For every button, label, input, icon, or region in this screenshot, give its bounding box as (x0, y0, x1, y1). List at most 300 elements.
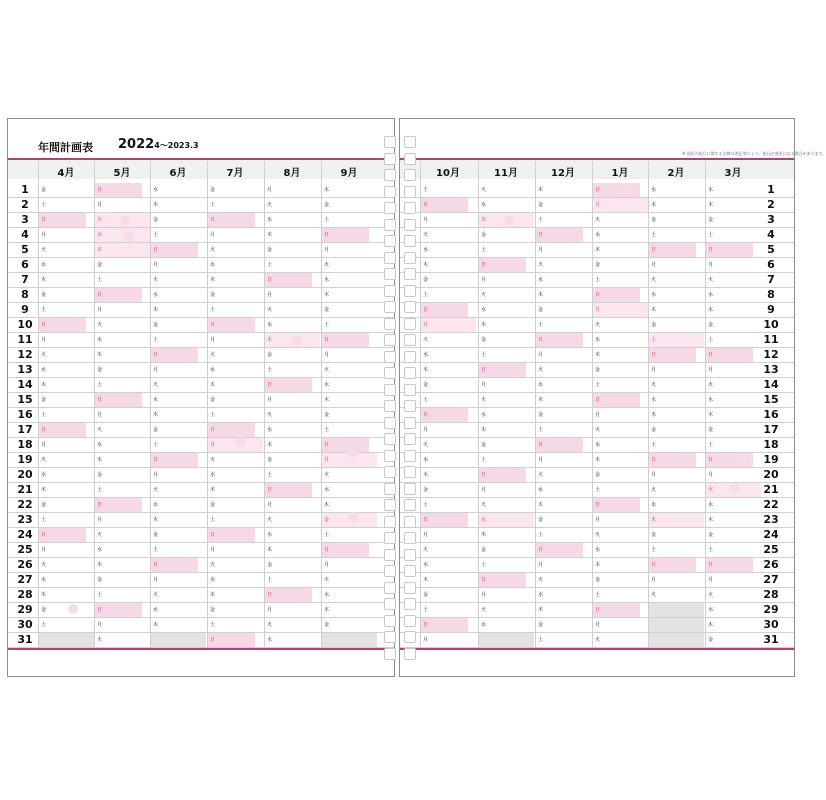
day-cell[interactable] (705, 243, 753, 257)
day-cell[interactable] (150, 273, 206, 287)
day-cell[interactable] (705, 588, 761, 602)
day-cell[interactable] (420, 408, 468, 422)
day-cell[interactable] (535, 213, 591, 227)
day-cell[interactable] (150, 438, 206, 452)
day-cell[interactable] (535, 438, 583, 452)
day-cell[interactable] (592, 213, 648, 227)
day-cell[interactable] (478, 618, 534, 632)
day-cell[interactable] (94, 588, 150, 602)
day-cell[interactable] (94, 438, 150, 452)
day-cell[interactable] (592, 228, 648, 242)
day-cell[interactable] (420, 588, 476, 602)
day-cell[interactable] (264, 483, 312, 497)
day-cell[interactable] (94, 483, 150, 497)
day-cell[interactable] (207, 483, 263, 497)
day-cell[interactable] (207, 543, 263, 557)
day-cell[interactable] (150, 258, 206, 272)
day-cell[interactable] (207, 303, 263, 317)
day-cell[interactable] (321, 288, 377, 302)
day-cell[interactable] (150, 198, 206, 212)
day-cell[interactable] (264, 423, 320, 437)
day-cell[interactable] (420, 393, 476, 407)
day-cell[interactable] (264, 603, 320, 617)
day-cell[interactable] (38, 573, 94, 587)
day-cell[interactable] (420, 453, 476, 467)
day-cell[interactable] (150, 228, 206, 242)
day-cell[interactable] (94, 183, 142, 197)
day-cell[interactable] (207, 558, 263, 572)
day-cell[interactable] (648, 243, 696, 257)
day-cell[interactable] (38, 243, 94, 257)
day-cell[interactable] (592, 573, 648, 587)
day-cell[interactable] (420, 288, 476, 302)
day-cell[interactable] (38, 588, 94, 602)
day-cell[interactable] (705, 498, 761, 512)
day-cell[interactable] (321, 378, 377, 392)
day-cell[interactable] (705, 213, 761, 227)
day-cell[interactable] (592, 618, 648, 632)
day-cell[interactable] (38, 528, 86, 542)
day-cell[interactable] (648, 318, 704, 332)
day-cell[interactable] (535, 513, 591, 527)
day-cell[interactable] (207, 318, 255, 332)
day-cell[interactable] (38, 198, 94, 212)
day-cell[interactable] (321, 333, 369, 347)
day-cell[interactable] (150, 183, 206, 197)
day-cell[interactable] (38, 618, 94, 632)
day-cell[interactable] (705, 318, 761, 332)
day-cell[interactable] (94, 243, 150, 257)
day-cell[interactable] (38, 558, 94, 572)
day-cell[interactable] (264, 378, 312, 392)
day-cell[interactable] (207, 393, 263, 407)
day-cell[interactable] (648, 378, 704, 392)
day-cell[interactable] (648, 573, 704, 587)
day-cell[interactable] (420, 558, 476, 572)
day-cell[interactable] (94, 468, 150, 482)
day-cell[interactable] (150, 423, 206, 437)
day-cell[interactable] (535, 363, 591, 377)
day-cell[interactable] (420, 378, 476, 392)
day-cell[interactable] (592, 318, 648, 332)
day-cell[interactable] (94, 198, 150, 212)
day-cell[interactable] (321, 438, 369, 452)
day-cell[interactable] (264, 213, 320, 227)
day-cell[interactable] (38, 303, 94, 317)
day-cell[interactable] (38, 603, 94, 617)
day-cell[interactable] (478, 588, 534, 602)
day-cell[interactable] (705, 423, 761, 437)
day-cell[interactable] (207, 288, 263, 302)
day-cell[interactable] (264, 318, 320, 332)
day-cell[interactable] (321, 423, 377, 437)
day-cell[interactable] (94, 573, 150, 587)
day-cell[interactable] (705, 558, 753, 572)
day-cell[interactable] (321, 348, 377, 362)
day-cell[interactable] (592, 393, 640, 407)
day-cell[interactable] (264, 408, 320, 422)
day-cell[interactable] (478, 423, 534, 437)
day-cell[interactable] (38, 543, 94, 557)
day-cell[interactable] (648, 468, 704, 482)
day-cell[interactable] (648, 558, 696, 572)
day-cell[interactable] (207, 468, 263, 482)
day-cell[interactable] (535, 498, 591, 512)
day-cell[interactable] (207, 198, 263, 212)
day-cell[interactable] (592, 483, 648, 497)
day-cell[interactable] (648, 543, 704, 557)
day-cell[interactable] (478, 453, 534, 467)
day-cell[interactable] (535, 483, 591, 497)
day-cell[interactable] (592, 528, 648, 542)
day-cell[interactable] (592, 468, 648, 482)
day-cell[interactable] (420, 183, 476, 197)
day-cell[interactable] (94, 453, 150, 467)
day-cell[interactable] (705, 183, 761, 197)
day-cell[interactable] (94, 603, 142, 617)
day-cell[interactable] (420, 228, 476, 242)
day-cell[interactable] (648, 213, 704, 227)
day-cell[interactable] (207, 213, 255, 227)
day-cell[interactable] (38, 183, 94, 197)
day-cell[interactable] (321, 408, 377, 422)
day-cell[interactable] (420, 483, 476, 497)
day-cell[interactable] (150, 468, 206, 482)
day-cell[interactable] (478, 573, 526, 587)
day-cell[interactable] (592, 558, 648, 572)
day-cell[interactable] (535, 303, 591, 317)
day-cell[interactable] (207, 453, 263, 467)
day-cell[interactable] (321, 588, 377, 602)
day-cell[interactable] (264, 303, 320, 317)
day-cell[interactable] (264, 438, 320, 452)
day-cell[interactable] (648, 303, 704, 317)
day-cell[interactable] (207, 423, 255, 437)
day-cell[interactable] (592, 243, 648, 257)
day-cell[interactable] (535, 393, 591, 407)
day-cell[interactable] (420, 618, 468, 632)
day-cell[interactable] (648, 228, 704, 242)
day-cell[interactable] (592, 273, 648, 287)
day-cell[interactable] (648, 528, 704, 542)
day-cell[interactable] (478, 558, 534, 572)
day-cell[interactable] (478, 438, 534, 452)
day-cell[interactable] (207, 513, 263, 527)
day-cell[interactable] (321, 468, 377, 482)
day-cell[interactable] (150, 498, 206, 512)
day-cell[interactable] (38, 408, 94, 422)
day-cell[interactable] (478, 288, 534, 302)
day-cell[interactable] (592, 258, 648, 272)
day-cell[interactable] (535, 273, 591, 287)
day-cell[interactable] (705, 633, 761, 647)
day-cell[interactable] (420, 543, 476, 557)
day-cell[interactable] (321, 213, 377, 227)
day-cell[interactable] (420, 573, 476, 587)
day-cell[interactable] (705, 603, 761, 617)
day-cell[interactable] (264, 498, 320, 512)
day-cell[interactable] (592, 183, 640, 197)
day-cell[interactable] (478, 468, 526, 482)
day-cell[interactable] (420, 528, 476, 542)
day-cell[interactable] (535, 228, 583, 242)
day-cell[interactable] (648, 198, 704, 212)
day-cell[interactable] (705, 348, 753, 362)
day-cell[interactable] (420, 603, 476, 617)
day-cell[interactable] (207, 528, 255, 542)
day-cell[interactable] (648, 288, 704, 302)
day-cell[interactable] (38, 213, 86, 227)
day-cell[interactable] (535, 348, 591, 362)
day-cell[interactable] (705, 618, 761, 632)
day-cell[interactable] (478, 348, 534, 362)
day-cell[interactable] (535, 573, 591, 587)
day-cell[interactable] (207, 258, 263, 272)
day-cell[interactable] (648, 498, 704, 512)
day-cell[interactable] (321, 303, 377, 317)
day-cell[interactable] (535, 618, 591, 632)
day-cell[interactable] (705, 333, 761, 347)
day-cell[interactable] (478, 378, 534, 392)
day-cell[interactable] (264, 198, 320, 212)
day-cell[interactable] (592, 438, 648, 452)
day-cell[interactable] (94, 363, 150, 377)
day-cell[interactable] (94, 543, 150, 557)
day-cell[interactable] (535, 468, 591, 482)
day-cell[interactable] (321, 393, 377, 407)
day-cell[interactable] (535, 198, 591, 212)
day-cell[interactable] (592, 588, 648, 602)
day-cell[interactable] (420, 423, 476, 437)
day-cell[interactable] (478, 273, 534, 287)
day-cell[interactable] (705, 363, 761, 377)
day-cell[interactable] (648, 408, 704, 422)
day-cell[interactable] (420, 633, 476, 647)
day-cell[interactable] (38, 258, 94, 272)
day-cell[interactable] (38, 333, 94, 347)
day-cell[interactable] (264, 243, 320, 257)
day-cell[interactable] (420, 348, 476, 362)
day-cell[interactable] (207, 183, 263, 197)
day-cell[interactable] (535, 318, 591, 332)
day-cell[interactable] (150, 333, 206, 347)
day-cell[interactable] (38, 273, 94, 287)
day-cell[interactable] (535, 453, 591, 467)
day-cell[interactable] (207, 633, 255, 647)
day-cell[interactable] (207, 378, 263, 392)
day-cell[interactable] (648, 483, 704, 497)
day-cell[interactable] (478, 603, 534, 617)
day-cell[interactable] (420, 243, 476, 257)
day-cell[interactable] (478, 333, 534, 347)
day-cell[interactable] (38, 498, 94, 512)
day-cell[interactable] (150, 483, 206, 497)
day-cell[interactable] (264, 573, 320, 587)
day-cell[interactable] (478, 243, 534, 257)
day-cell[interactable] (207, 618, 263, 632)
day-cell[interactable] (592, 408, 648, 422)
day-cell[interactable] (535, 603, 591, 617)
day-cell[interactable] (264, 528, 320, 542)
day-cell[interactable] (592, 378, 648, 392)
day-cell[interactable] (321, 543, 369, 557)
day-cell[interactable] (705, 393, 761, 407)
day-cell[interactable] (705, 303, 761, 317)
day-cell[interactable] (94, 558, 150, 572)
day-cell[interactable] (38, 453, 94, 467)
day-cell[interactable] (264, 633, 320, 647)
day-cell[interactable] (321, 318, 377, 332)
day-cell[interactable] (478, 513, 534, 527)
day-cell[interactable] (150, 603, 206, 617)
day-cell[interactable] (648, 393, 704, 407)
day-cell[interactable] (94, 318, 150, 332)
day-cell[interactable] (264, 468, 320, 482)
day-cell[interactable] (150, 513, 206, 527)
day-cell[interactable] (705, 258, 761, 272)
day-cell[interactable] (321, 198, 377, 212)
day-cell[interactable] (420, 258, 476, 272)
day-cell[interactable] (478, 528, 534, 542)
day-cell[interactable] (207, 348, 263, 362)
day-cell[interactable] (94, 228, 150, 242)
day-cell[interactable] (420, 333, 476, 347)
day-cell[interactable] (535, 588, 591, 602)
day-cell[interactable] (150, 618, 206, 632)
day-cell[interactable] (478, 498, 534, 512)
day-cell[interactable] (264, 228, 320, 242)
day-cell[interactable] (264, 543, 320, 557)
day-cell[interactable] (207, 588, 263, 602)
day-cell[interactable] (150, 588, 206, 602)
day-cell[interactable] (94, 393, 142, 407)
day-cell[interactable] (150, 408, 206, 422)
day-cell[interactable] (705, 543, 761, 557)
day-cell[interactable] (592, 543, 648, 557)
day-cell[interactable] (478, 183, 534, 197)
day-cell[interactable] (94, 303, 150, 317)
day-cell[interactable] (38, 513, 94, 527)
day-cell[interactable] (264, 273, 312, 287)
day-cell[interactable] (321, 228, 369, 242)
day-cell[interactable] (207, 438, 263, 452)
day-cell[interactable] (592, 198, 648, 212)
day-cell[interactable] (150, 573, 206, 587)
day-cell[interactable] (321, 558, 377, 572)
day-cell[interactable] (705, 438, 761, 452)
day-cell[interactable] (150, 303, 206, 317)
day-cell[interactable] (321, 603, 377, 617)
day-cell[interactable] (207, 603, 263, 617)
day-cell[interactable] (648, 513, 704, 527)
day-cell[interactable] (38, 393, 94, 407)
day-cell[interactable] (705, 468, 761, 482)
day-cell[interactable] (38, 228, 94, 242)
day-cell[interactable] (94, 618, 150, 632)
day-cell[interactable] (648, 363, 704, 377)
day-cell[interactable] (535, 288, 591, 302)
day-cell[interactable] (648, 453, 696, 467)
day-cell[interactable] (264, 393, 320, 407)
day-cell[interactable] (420, 273, 476, 287)
day-cell[interactable] (264, 183, 320, 197)
day-cell[interactable] (705, 288, 761, 302)
day-cell[interactable] (264, 288, 320, 302)
day-cell[interactable] (94, 633, 150, 647)
day-cell[interactable] (592, 513, 648, 527)
day-cell[interactable] (420, 468, 476, 482)
day-cell[interactable] (420, 198, 468, 212)
day-cell[interactable] (535, 183, 591, 197)
day-cell[interactable] (207, 408, 263, 422)
day-cell[interactable] (38, 468, 94, 482)
day-cell[interactable] (264, 363, 320, 377)
day-cell[interactable] (535, 258, 591, 272)
day-cell[interactable] (150, 558, 198, 572)
day-cell[interactable] (321, 243, 377, 257)
day-cell[interactable] (38, 318, 86, 332)
day-cell[interactable] (207, 273, 263, 287)
day-cell[interactable] (38, 348, 94, 362)
day-cell[interactable] (150, 318, 206, 332)
day-cell[interactable] (264, 618, 320, 632)
day-cell[interactable] (478, 198, 534, 212)
day-cell[interactable] (535, 378, 591, 392)
day-cell[interactable] (264, 558, 320, 572)
day-cell[interactable] (535, 558, 591, 572)
day-cell[interactable] (207, 228, 263, 242)
day-cell[interactable] (648, 423, 704, 437)
day-cell[interactable] (94, 273, 150, 287)
day-cell[interactable] (264, 513, 320, 527)
day-cell[interactable] (705, 198, 761, 212)
day-cell[interactable] (592, 453, 648, 467)
day-cell[interactable] (38, 363, 94, 377)
day-cell[interactable] (150, 243, 198, 257)
day-cell[interactable] (705, 513, 761, 527)
day-cell[interactable] (150, 378, 206, 392)
day-cell[interactable] (321, 183, 377, 197)
day-cell[interactable] (207, 363, 263, 377)
day-cell[interactable] (705, 408, 761, 422)
day-cell[interactable] (38, 483, 94, 497)
day-cell[interactable] (94, 528, 150, 542)
day-cell[interactable] (150, 348, 198, 362)
day-cell[interactable] (94, 513, 150, 527)
day-cell[interactable] (705, 273, 761, 287)
day-cell[interactable] (94, 333, 150, 347)
day-cell[interactable] (38, 288, 94, 302)
day-cell[interactable] (94, 498, 142, 512)
day-cell[interactable] (264, 258, 320, 272)
day-cell[interactable] (150, 288, 206, 302)
day-cell[interactable] (705, 378, 761, 392)
day-cell[interactable] (648, 183, 704, 197)
day-cell[interactable] (535, 528, 591, 542)
day-cell[interactable] (592, 423, 648, 437)
day-cell[interactable] (150, 528, 206, 542)
day-cell[interactable] (150, 453, 198, 467)
day-cell[interactable] (592, 633, 648, 647)
day-cell[interactable] (207, 573, 263, 587)
day-cell[interactable] (264, 348, 320, 362)
day-cell[interactable] (321, 273, 377, 287)
day-cell[interactable] (705, 528, 761, 542)
day-cell[interactable] (321, 528, 377, 542)
day-cell[interactable] (535, 543, 583, 557)
day-cell[interactable] (592, 348, 648, 362)
day-cell[interactable] (38, 438, 94, 452)
